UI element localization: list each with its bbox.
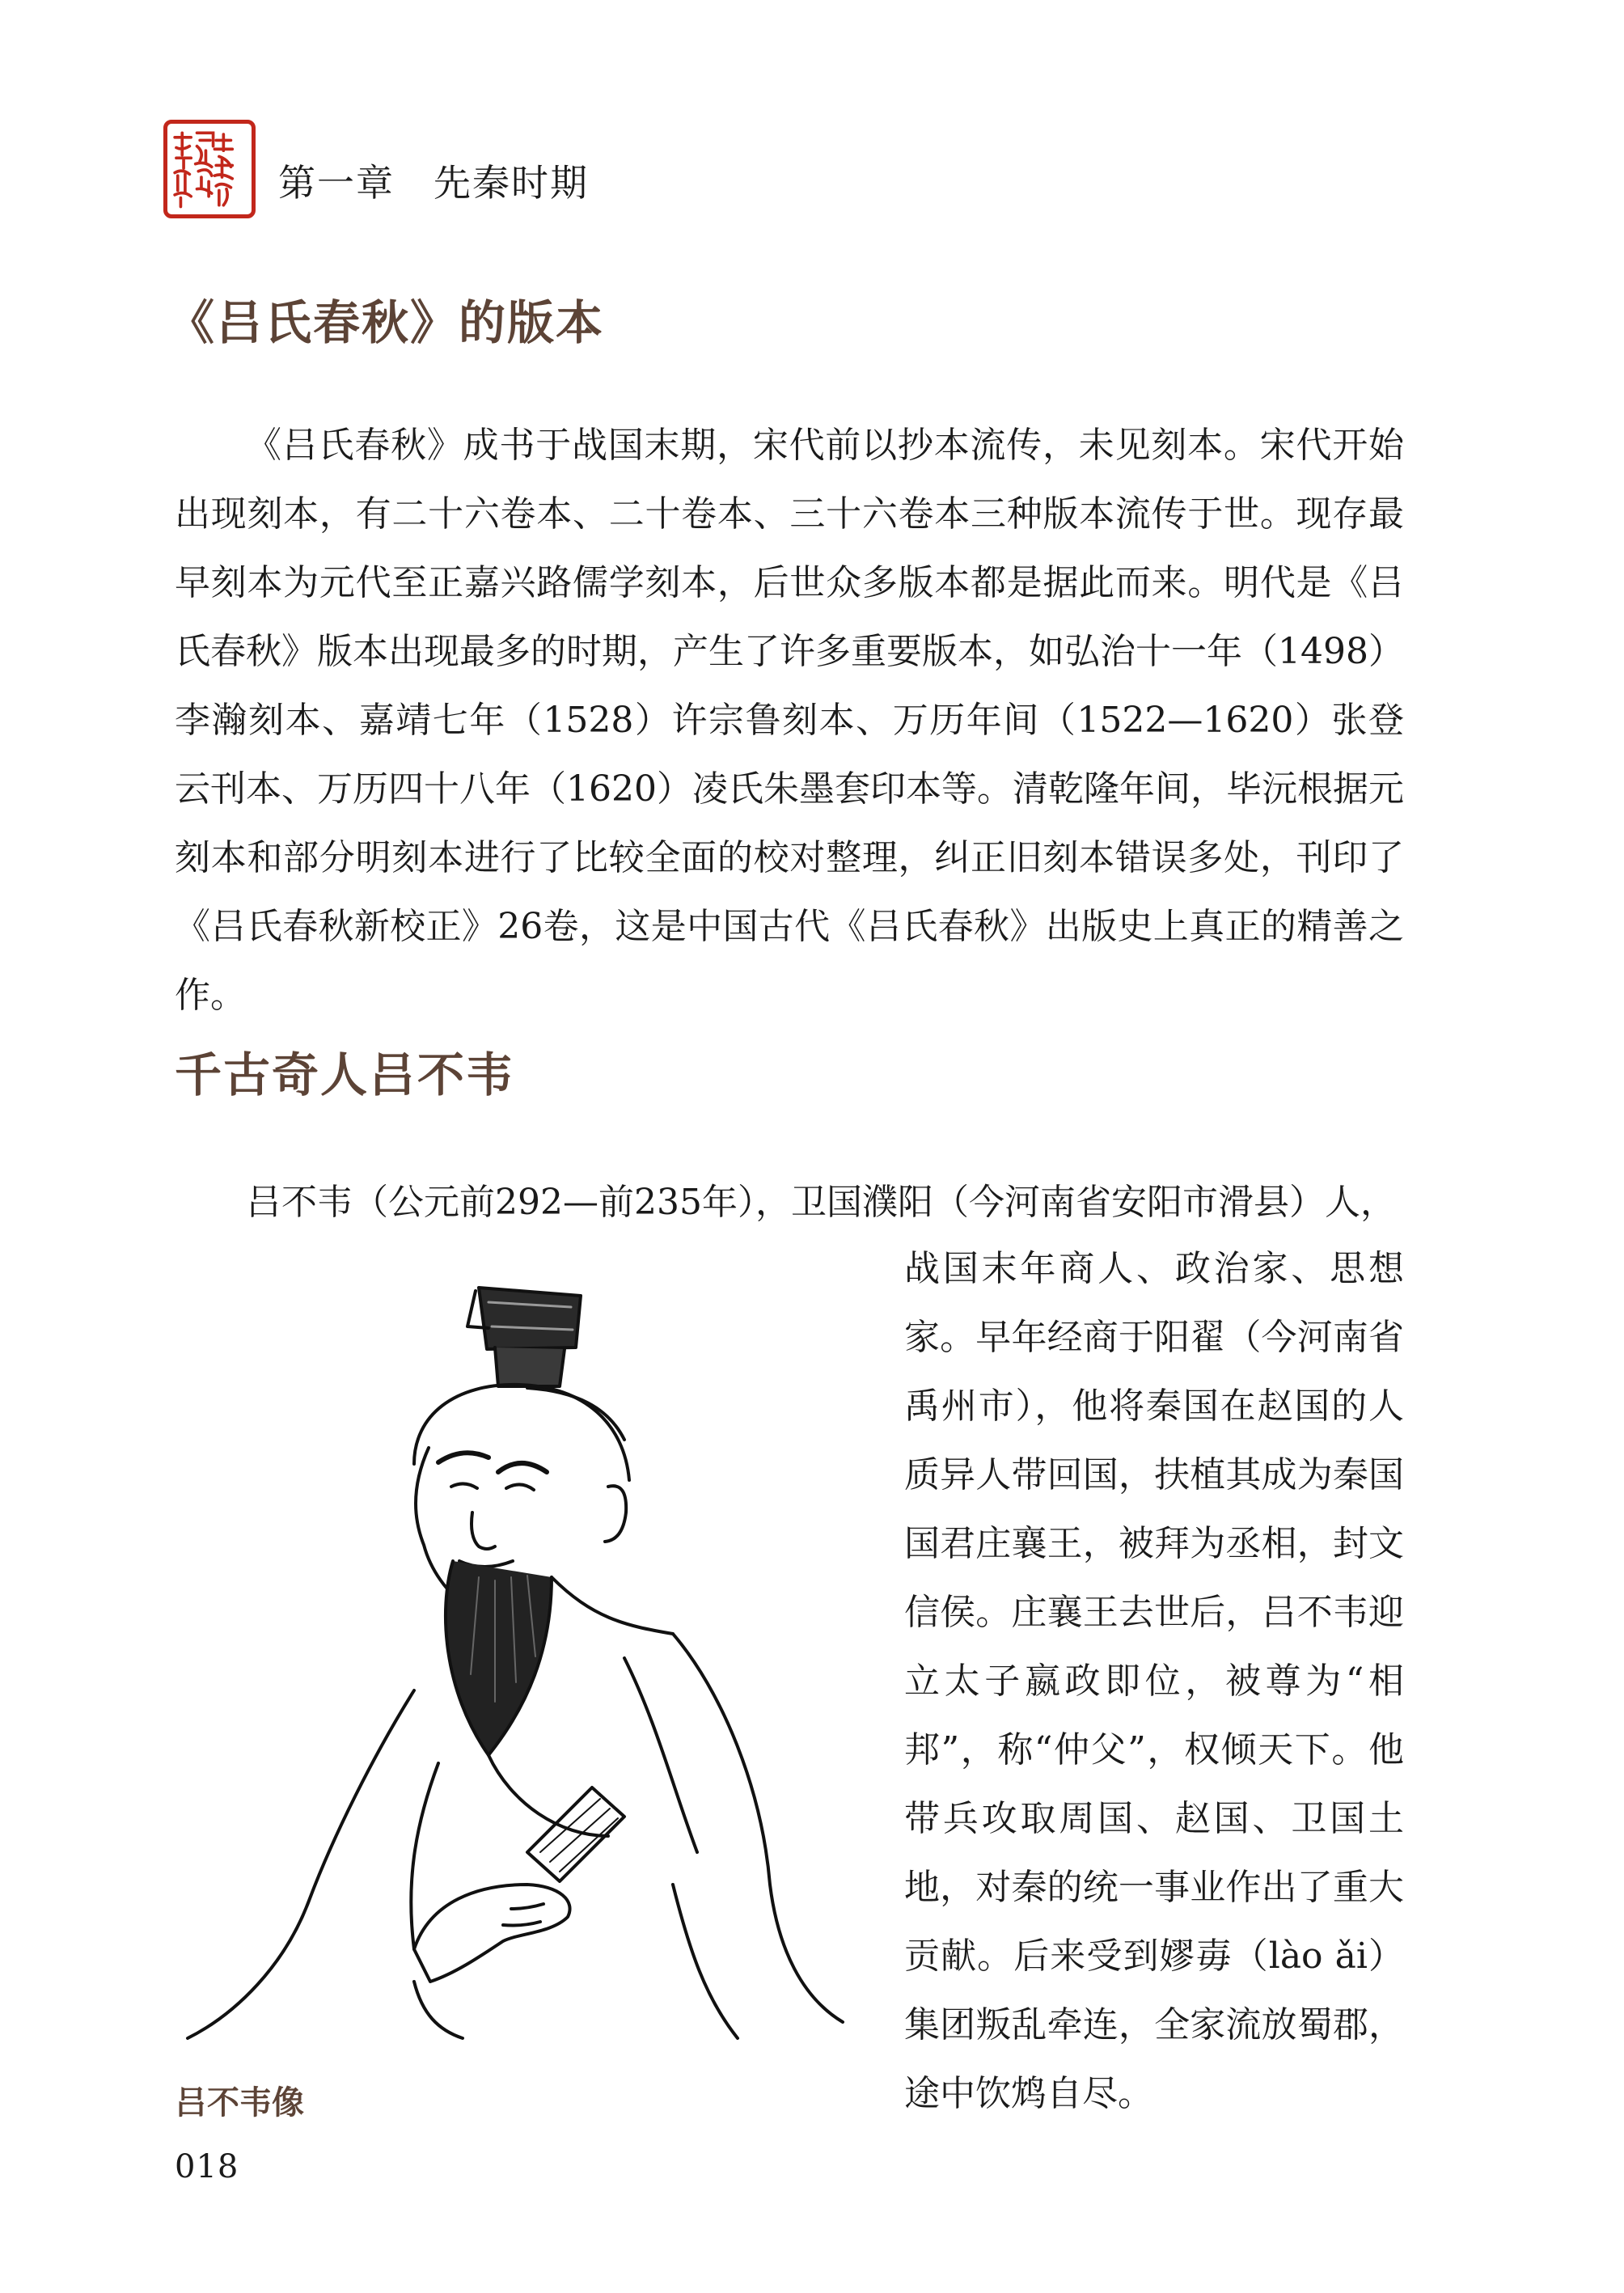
body-paragraph-lead: 吕不韦（公元前292—前235年），卫国濮阳（今河南省安阳市滑县）人， <box>246 1182 1396 1223</box>
seal-stamp-icon <box>163 120 256 218</box>
seal-glyphs <box>167 124 252 214</box>
section-title: 千古奇人吕不韦 <box>175 1047 515 1102</box>
page-number: 018 <box>175 2148 239 2185</box>
body-paragraph-column: 战国末年商人、政治家、思想家。早年经商于阳翟（今河南省禹州市），他将秦国在赵国的人质异人带回国，扶植其成为秦国国君庄襄王，被拜为丞相，封文信侯。庄襄王去世后，吕不韦迎立太子嬴政即位，被尊为“相邦”，称“仲父”，权倾天下。他带兵攻取周国、赵国、卫国土地，对秦的统一事业作出了重大贡献。后来受到嫪毐（lào ǎi）集团叛乱牵连，全家流放蜀郡，途中饮鸩自尽。 <box>904 1248 1404 2114</box>
body-paragraph: 《吕氏春秋》成书于战国末期，宋代前以抄本流传，未见刻本。宋代开始出现刻本，有二十六卷本、二十卷本、三十六卷本三种版本流传于世。现存最早刻本为元代至正嘉兴路儒学刻本，后世众多版本都是据此而来。明代是《吕氏春秋》版本出现最多的时期，产生了许多重要版本，如弘治十一年（1498）李瀚刻本、嘉靖七年（1528）许宗鲁刻本、万历年间（1522—1620）张登云刊本、万历四十八年（1620）凌氏朱墨套印本等。清乾隆年间，毕沅根据元刻本和部分明刻本进行了比较全面的校对整理，纠正旧刻本错误多处，刊印了《吕氏春秋新校正》26卷，这是中国古代《吕氏春秋》出版史上真正的精善之作。 <box>175 425 1404 1016</box>
portrait-illustration <box>171 1270 851 2046</box>
section-title: 《吕氏春秋》的版本 <box>167 295 605 350</box>
chapter-header: 第一章 先秦时期 <box>278 161 589 205</box>
figure-caption: 吕不韦像 <box>175 2084 304 2122</box>
